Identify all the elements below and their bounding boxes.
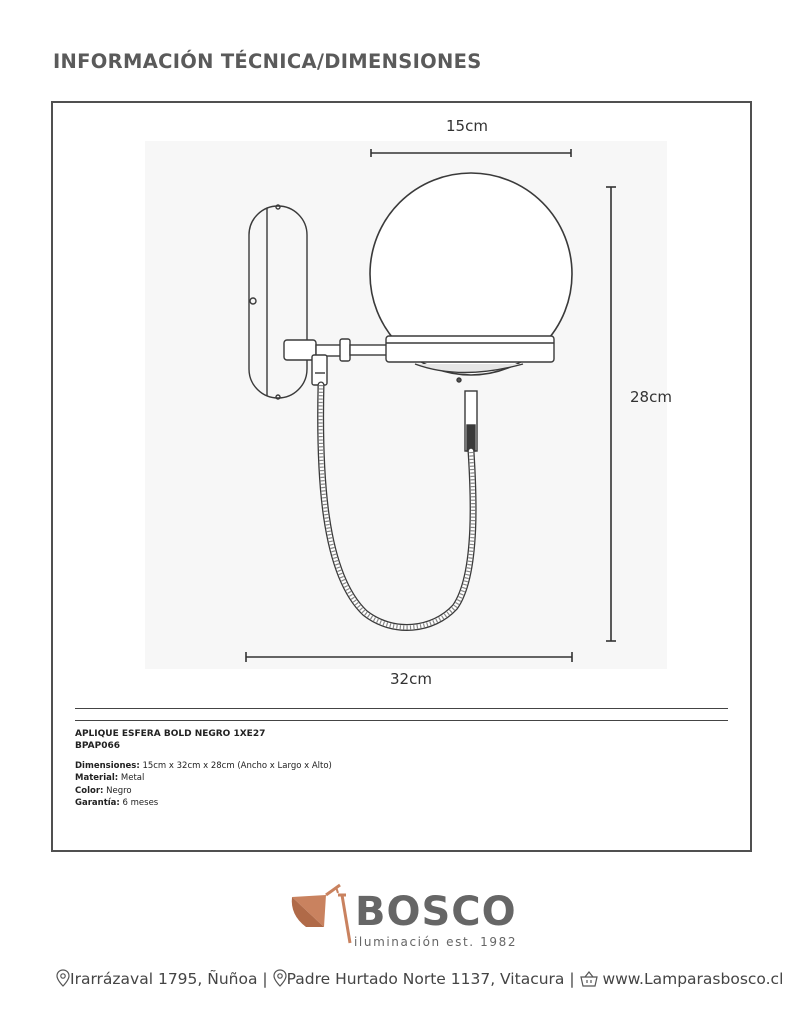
width-dimension-label: 15cm [446, 117, 488, 135]
footer-separator: | [262, 970, 268, 988]
shopping-basket-icon [580, 971, 598, 987]
address-vitacura: Padre Hurtado Norte 1137, Vitacura [286, 970, 565, 988]
product-sku: BPAP066 [75, 741, 120, 751]
footer-separator: | [569, 970, 575, 988]
product-specs [75, 728, 332, 810]
product-name: APLIQUE ESFERA BOLD NEGRO 1XE27 [75, 729, 266, 739]
divider-bottom [75, 720, 728, 721]
lamp-logo-icon [286, 883, 356, 945]
length-dimension-label: 32cm [390, 670, 432, 688]
website-link[interactable]: www.Lamparasbosco.cl [602, 970, 784, 988]
address-nunoa: Irarrázaval 1795, Ñuñoa [70, 970, 258, 988]
technical-sheet-frame [51, 101, 752, 852]
page-title: INFORMACIÓN TÉCNICA/DIMENSIONES [53, 50, 482, 73]
bosco-logo [286, 883, 526, 953]
brand-tagline: iluminación est. 1982 [354, 935, 518, 949]
location-pin-icon [56, 969, 70, 987]
footer-contact [56, 969, 784, 988]
brand-name: BOSCO [355, 889, 517, 935]
divider-top [75, 708, 728, 709]
height-dimension-label: 28cm [630, 388, 672, 406]
spec-row-warranty: Garantía: 6 meses [75, 798, 159, 809]
spec-row-dimensions: Dimensiones: 15cm x 32cm x 28cm (Ancho x Largo x Alto) [75, 761, 332, 771]
location-pin-icon [273, 969, 287, 987]
spec-row-color: Color: Negro [75, 785, 132, 796]
spec-row-material: Material: Metal [75, 773, 145, 784]
